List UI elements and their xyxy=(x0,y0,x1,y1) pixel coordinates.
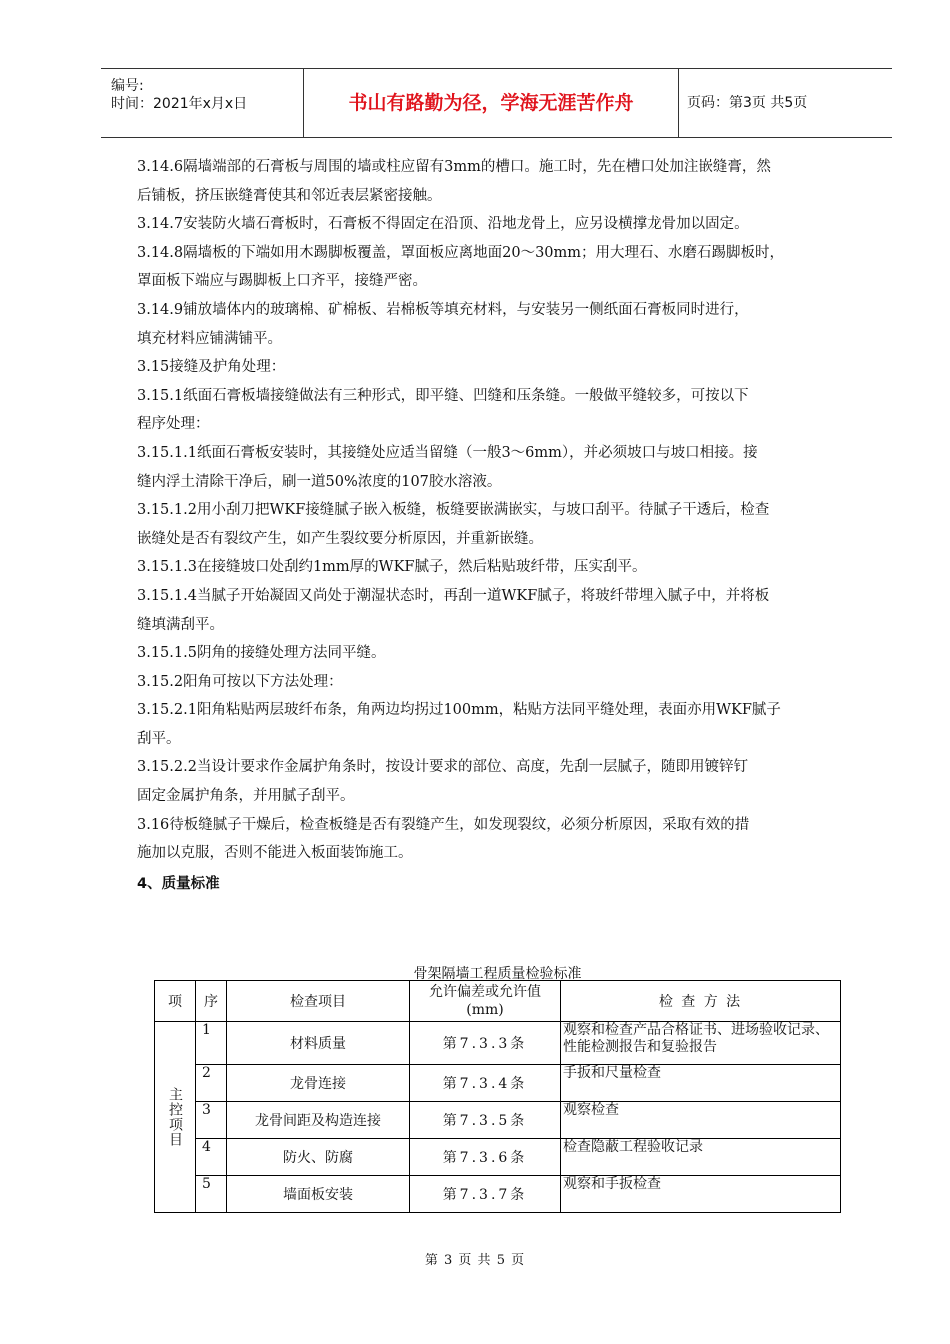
paragraph-line: 嵌缝处是否有裂纹产生，如产生裂纹要分析原因，并重新嵌缝。 xyxy=(137,530,543,547)
group-label: 主控项目 xyxy=(167,1087,183,1147)
paragraph-line: 缝填满刮平。 xyxy=(137,616,224,633)
table-header-row xyxy=(155,981,841,1022)
header-page-number: 页码：第3页 共5页 xyxy=(687,95,808,111)
header-method: 检 查 方 法 xyxy=(561,981,841,1022)
table-row xyxy=(155,1176,841,1213)
paragraph-line: 3.14.9铺放墙体内的玻璃棉、矿棉板、岩棉板等填充材料，与安装另一侧纸面石膏板同时进行， xyxy=(137,301,749,318)
paragraph-line: 3.15.1.4当腻子开始凝固又尚处于潮湿状态时，再刮一道WKF腻子，将玻纤带埋入腻子中，并将板 xyxy=(137,587,770,604)
row-item: 墙面板安装 xyxy=(227,1176,410,1213)
header-motto: 书山有路勤为径，学海无涯苦作舟 xyxy=(304,69,679,137)
paragraph-line: 3.15接缝及护角处理： xyxy=(137,359,286,376)
paragraph-line: 3.15.2阳角可按以下方法处理： xyxy=(137,673,343,690)
row-tolerance: 第7.3.6条 xyxy=(410,1139,561,1176)
header-xiang: 项 xyxy=(155,981,196,1022)
paragraph-line: 3.15.1纸面石膏板墙接缝做法有三种形式，即平缝、凹缝和压条缝。一般做平缝较多，可按以下 xyxy=(137,387,749,404)
row-item: 龙骨间距及构造连接 xyxy=(227,1102,410,1139)
page-footer xyxy=(0,1249,950,1268)
paragraph-line: 3.15.2.1阳角粘贴两层玻纤布条，角两边均拐过100mm，粘贴方法同平缝处理，表面亦用WKF腻子 xyxy=(137,702,781,719)
table-row xyxy=(155,1065,841,1102)
paragraph-line: 3.14.7安装防火墙石膏板时，石膏板不得固定在沿顶、沿地龙骨上，应另设横撑龙骨加以固定。 xyxy=(137,216,749,233)
document-time-label: 时间：2021年x月x日 xyxy=(111,96,248,112)
row-item: 防火、防腐 xyxy=(227,1139,410,1176)
paragraph-line: 刮平。 xyxy=(137,730,181,747)
paragraph-line: 3.15.1.1纸面石膏板安装时，其接缝处应适当留缝（一般3～6mm），并必须坡口与坡口相接。接 xyxy=(137,444,758,461)
body-text xyxy=(137,153,862,868)
page-header xyxy=(101,68,892,138)
header-tolerance-line1: 允许偏差或允许值 xyxy=(429,984,541,1000)
paragraph-line: 3.16待板缝腻子干燥后，检查板缝是否有裂缝产生，如发现裂纹，必须分析原因，采取有效的措 xyxy=(137,816,750,833)
row-method: 检查隐蔽工程验收记录 xyxy=(561,1139,841,1176)
document-number-label: 编号: xyxy=(111,78,144,94)
header-meta xyxy=(101,69,304,137)
row-number: 5 xyxy=(196,1176,227,1213)
group-cell xyxy=(155,1022,196,1213)
table-row xyxy=(155,1022,841,1065)
paragraph-line: 3.15.2.2当设计要求作金属护角条时，按设计要求的部位、高度，先刮一层腻子，随即用镀锌钉 xyxy=(137,759,748,776)
row-number: 4 xyxy=(196,1139,227,1176)
paragraph-line: 罩面板下端应与踢脚板上口齐平，接缝严密。 xyxy=(137,273,427,290)
paragraph-line: 3.15.1.3在接缝坡口处刮约1mm厚的WKF腻子，然后粘贴玻纤带，压实刮平。 xyxy=(137,559,647,576)
header-tolerance xyxy=(410,981,561,1022)
row-method: 观察和检查产品合格证书、进场验收记录、性能检测报告和复验报告 xyxy=(561,1022,841,1065)
paragraph-line: 程序处理： xyxy=(137,416,210,433)
table-row xyxy=(155,1139,841,1176)
table-row xyxy=(155,1102,841,1139)
paragraph-line: 施加以克服，否则不能进入板面装饰施工。 xyxy=(137,845,413,862)
row-tolerance: 第7.3.7条 xyxy=(410,1176,561,1213)
paragraph-line: 3.14.6隔墙端部的石膏板与周围的墙或柱应留有3mm的槽口。施工时，先在槽口处加注嵌缝膏，然 xyxy=(137,159,771,175)
paragraph-line: 填充材料应铺满铺平。 xyxy=(137,330,282,347)
paragraph-line: 3.15.1.5阴角的接缝处理方法同平缝。 xyxy=(137,645,386,662)
paragraph-line: 固定金属护角条，并用腻子刮平。 xyxy=(137,788,355,805)
row-method: 观察检查 xyxy=(561,1102,841,1139)
header-item: 检查项目 xyxy=(227,981,410,1022)
table-title: 骨架隔墙工程质量检验标准 xyxy=(413,966,582,982)
row-tolerance: 第7.3.3条 xyxy=(410,1022,561,1065)
row-method: 观察和手扳检查 xyxy=(561,1176,841,1213)
row-item: 材料质量 xyxy=(227,1022,410,1065)
row-tolerance: 第7.3.5条 xyxy=(410,1102,561,1139)
paragraph-line: 3.15.1.2用小刮刀把WKF接缝腻子嵌入板缝，板缝要嵌满嵌实，与坡口刮平。待腻子干透后，检查 xyxy=(137,502,770,519)
footer-page-number: 第 3 页 共 5 页 xyxy=(424,1253,526,1268)
header-tolerance-line2: (mm) xyxy=(466,1002,504,1018)
row-number: 3 xyxy=(196,1102,227,1139)
row-number: 2 xyxy=(196,1065,227,1102)
section-heading: 4、质量标准 xyxy=(137,876,220,892)
row-item: 龙骨连接 xyxy=(227,1065,410,1102)
row-tolerance: 第7.3.4条 xyxy=(410,1065,561,1102)
header-xu: 序 xyxy=(196,981,227,1022)
row-number: 1 xyxy=(196,1022,227,1065)
row-method: 手扳和尺量检查 xyxy=(561,1065,841,1102)
paragraph-line: 缝内浮土清除干净后，刷一道50%浓度的107胶水溶液。 xyxy=(137,473,502,490)
paragraph-line: 3.14.8隔墙板的下端如用木踢脚板覆盖，罩面板应离地面20～30mm；用大理石、水磨石踢脚板时， xyxy=(137,244,785,261)
quality-inspection-table xyxy=(154,980,841,1213)
paragraph-line: 后铺板，挤压嵌缝膏使其和邻近表层紧密接触。 xyxy=(137,187,442,204)
